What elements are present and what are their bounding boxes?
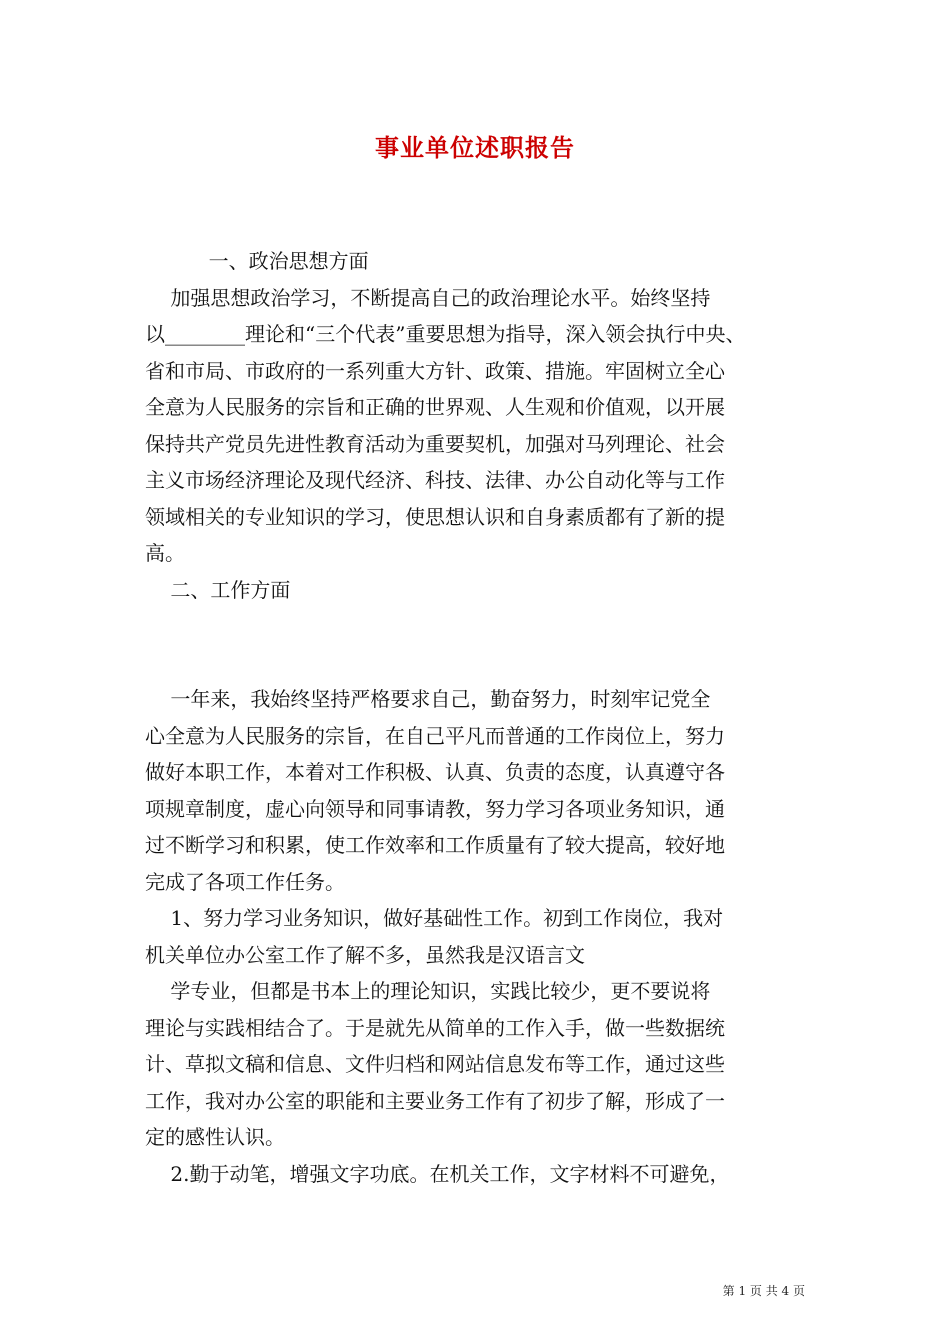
- body-line: 1、努力学习业务知识，做好基础性工作。初到工作岗位，我对: [145, 906, 724, 930]
- page-number: 第 1 页 共 4 页: [722, 1284, 805, 1298]
- body-line: 一、政治思想方面: [145, 249, 369, 273]
- body-line: 项规章制度，虚心向领导和同事请教，努力学习各项业务知识，通: [145, 796, 725, 821]
- body-line: 加强思想政治学习，不断提高自己的政治理论水平。始终坚持: [145, 285, 711, 310]
- body-line: 完成了各项工作任务。: [145, 869, 345, 894]
- body-line: 一年来，我始终坚持严格要求自己，勤奋努力，时刻牢记党全: [145, 687, 711, 711]
- body-line: 高。: [145, 541, 185, 565]
- blank-line: [145, 608, 813, 681]
- body-line: 做好本职工作，本着对工作积极、认真、负责的态度，认真遵守各: [145, 760, 725, 784]
- document-body: [145, 243, 813, 1192]
- body-line: 省和市局、市政府的一系列重大方针、政策、措施。牢固树立全心: [145, 358, 725, 383]
- body-line: 领域相关的专业知识的学习，使思想认识和自身素质都有了新的提: [145, 504, 725, 529]
- body-line: 计、草拟文稿和信息、文件归档和网站信息发布等工作，通过这些: [145, 1052, 725, 1076]
- body-line: 机关单位办公室工作了解不多，虽然我是汉语言文: [145, 942, 585, 967]
- body-line: 以________理论和“三个代表”重要思想为指导，深入领会执行中央、: [145, 322, 746, 346]
- body-line: 理论与实践相结合了。于是就先从简单的工作入手，做一些数据统: [145, 1015, 725, 1040]
- body-line: 过不断学习和积累，使工作效率和工作质量有了较大提高，较好地: [145, 833, 725, 857]
- document-title: 事业单位述职报告: [375, 133, 575, 162]
- body-line: 保持共产党员先进性教育活动为重要契机，加强对马列理论、社会: [145, 431, 725, 456]
- body-line: 2.勤于动笔，增强文字功底。在机关工作，文字材料不可避免，: [145, 1161, 730, 1186]
- body-line: 主义市场经济理论及现代经济、科技、法律、办公自动化等与工作: [145, 468, 725, 492]
- body-line: 二、工作方面: [145, 577, 291, 602]
- body-line: 学专业，但都是书本上的理论知识，实践比较少，更不要说将: [145, 979, 711, 1003]
- body-line: 工作，我对办公室的职能和主要业务工作有了初步了解，形成了一: [145, 1088, 725, 1113]
- body-line: 全意为人民服务的宗旨和正确的世界观、人生观和价值观，以开展: [145, 395, 725, 419]
- body-line: 定的感性认识。: [145, 1125, 285, 1149]
- body-line: 心全意为人民服务的宗旨，在自己平凡而普通的工作岗位上，努力: [145, 723, 725, 748]
